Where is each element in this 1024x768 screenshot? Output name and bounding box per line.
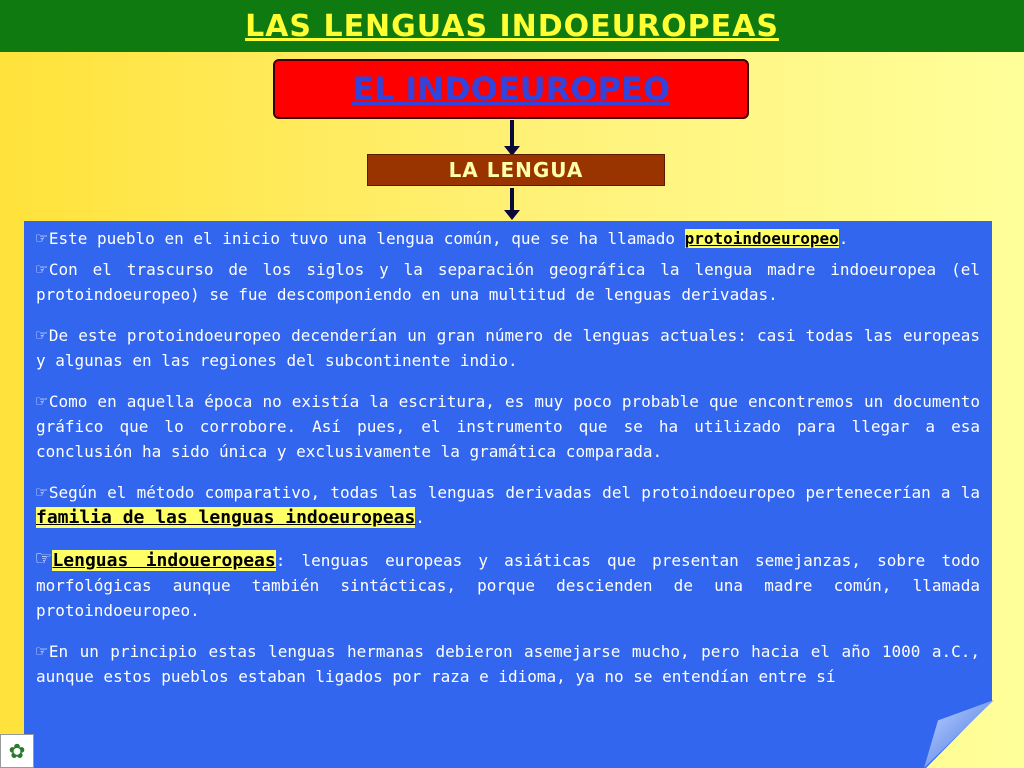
paragraph: ☞ Como en aquella época no existía la escritura, es muy poco probable que encontremos un documento gráfico que lo corrobore. Así pues, el instrumento que se ha utilizado para llegar a esa conclusión ha sido única y exclusivamente la gramática comparada. — [36, 391, 980, 461]
pointing-hand-icon: ☞ — [36, 641, 47, 662]
logo-icon: ✿ — [0, 734, 34, 768]
highlight-term: protoindoeuropeo — [684, 229, 839, 248]
paragraph: ☞ En un principio estas lenguas hermanas debieron asemejarse mucho, pero hacia el año 1000 a.C., aunque estos pueblos estaban ligados por raza e idioma, ya no se entendían entre sí — [36, 641, 980, 686]
paragraph: ☞ Este pueblo en el inicio tuvo una lengua común, que se ha llamado protoindoeuropeo. — [36, 228, 849, 249]
arrow-down-icon — [510, 120, 514, 148]
pointing-hand-icon: ☞ — [36, 391, 47, 412]
paragraph: ☞ Con el trascurso de los siglos y la separación geográfica la lengua madre indoeuropea (el protoindoeuropeo) se fue descomponiendo en una multitud de lenguas derivadas. — [36, 259, 980, 304]
paragraph: ☞ Según el método comparativo, todas las lenguas derivadas del protoindoeuropeo pertenecerían a la familia de las lenguas indoeuropeas. — [36, 482, 980, 528]
paragraph: ☞ De este protoindoeuropeo decenderían un gran número de lenguas actuales: casi todas las europeas y algunas en las regiones del subcontinente indio. — [36, 325, 980, 370]
arrow-down-icon — [510, 188, 514, 212]
section-label: LA LENGUA — [448, 158, 584, 182]
content-text — [36, 226, 980, 705]
pointing-hand-icon: ☞ — [36, 544, 51, 572]
section-bar — [367, 154, 665, 186]
page-title: LAS LENGUAS INDOEUROPEAS — [245, 8, 779, 44]
topic-title: EL INDOEUROPEO — [351, 70, 671, 108]
highlight-term: familia de las lenguas indoeuropeas — [36, 507, 416, 528]
header-bar — [0, 0, 1024, 52]
pointing-hand-icon: ☞ — [36, 228, 47, 249]
topic-box — [273, 59, 749, 119]
pointing-hand-icon: ☞ — [36, 259, 47, 280]
paragraph: ☞ Lenguas indoueropeas: lenguas europeas y asiáticas que presentan semejanzas, sobre todo morfológicas aunque también sintácticas, porque descienden de una madre común, llamada protoindoeuropeo. — [36, 544, 980, 620]
highlight-term: Lenguas indoueropeas — [52, 550, 276, 571]
pointing-hand-icon: ☞ — [36, 482, 47, 503]
pointing-hand-icon: ☞ — [36, 325, 47, 346]
